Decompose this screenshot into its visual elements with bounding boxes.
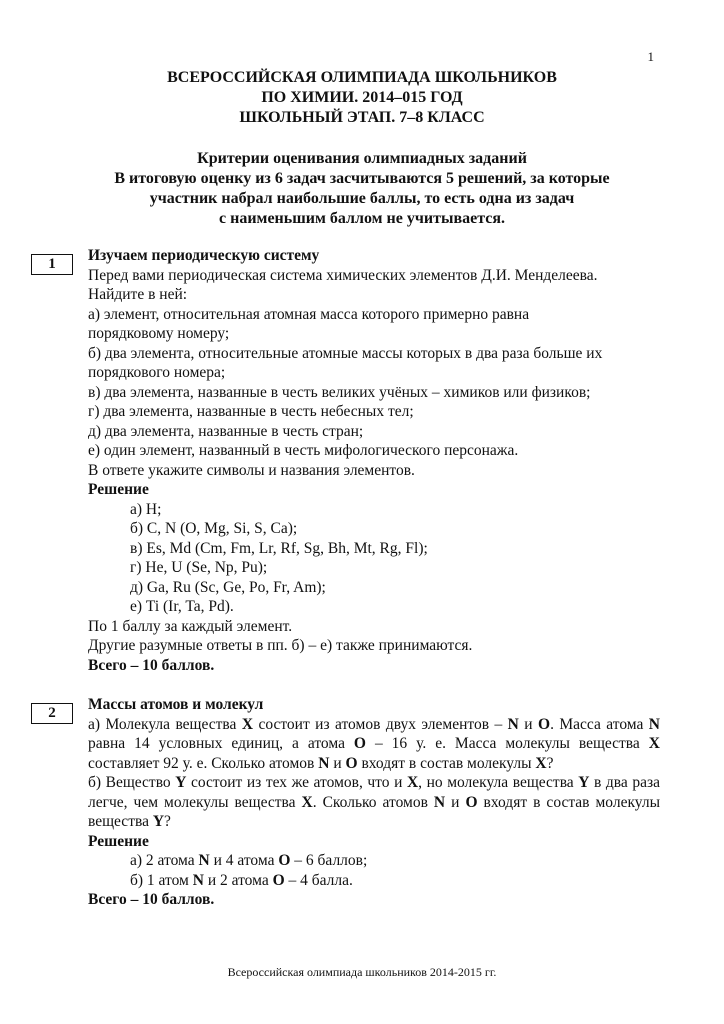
page-number: 1 <box>647 49 654 64</box>
task-2-total: Всего – 10 баллов. <box>88 891 215 908</box>
task-1-answer: г) He, U (Se, Np, Pu); <box>130 559 268 576</box>
header-line: ВСЕРОССИЙСКАЯ ОЛИМПИАДА ШКОЛЬНИКОВ <box>167 69 557 86</box>
task-1-note: Другие разумные ответы в пп. б) – е) также принимаются. <box>88 637 473 654</box>
task-1-line: Найдите в ней: <box>88 286 188 303</box>
task-2-answer-b: б) 1 атом N и 2 атома O – 4 балла. <box>130 871 353 889</box>
header-line: ПО ХИМИИ. 2014–015 ГОД <box>261 89 463 106</box>
document-header <box>0 68 724 128</box>
task-1-answer: б) C, N (O, Mg, Si, S, Ca); <box>130 520 298 537</box>
task-1-line: б) два элемента, относительные атомные массы которых в два раза больше их <box>88 344 603 362</box>
task-1-line: порядкового номера; <box>88 364 226 381</box>
criteria-line: участник набрал наибольшие баллы, то есть одна из задач <box>149 190 575 207</box>
criteria-line: с наименьшим баллом не учитывается. <box>219 210 505 227</box>
criteria-line: В итоговую оценку из 6 задач засчитываются 5 решений, за которые <box>114 170 610 187</box>
task-2-part-b: б) Вещество Y состоит из тех же атомов, что и X, но молекула вещества Y в два раза легче, чем молекулы вещества X. Сколько атомов N и O входят в состав молекулы вещества Y? <box>88 774 661 830</box>
task-2-part-a: а) Молекула вещества X состоит из атомов двух элементов – N и O. Масса атома N равна 14 условных единиц, а атома O – 16 у. е. Масса молекулы вещества X составляет 92 у. е. Сколько атомов N и O входят в состав молекулы X? <box>88 715 660 772</box>
task-2-answer-a: а) 2 атома N и 4 атома O – 6 баллов; <box>130 852 368 869</box>
task-1-line: Перед вами периодическая система химических элементов Д.И. Менделеева. <box>88 266 598 284</box>
task-1-answer: е) Ti (Ir, Ta, Pd). <box>130 598 234 615</box>
task-1-line: В ответе укажите символы и названия элементов. <box>88 461 415 479</box>
header-line: ШКОЛЬНЫЙ ЭТАП. 7–8 КЛАСС <box>239 109 485 126</box>
task-1-line: г) два элемента, названные в честь небесных тел; <box>88 403 414 420</box>
page-footer: Всероссийская олимпиада школьников 2014-2015 гг. <box>227 965 497 979</box>
task-2-solution-label: Решение <box>88 832 149 850</box>
task-1-line: в) два элемента, названные в честь великих учёных – химиков или физиков; <box>88 383 591 401</box>
task-1-line: д) два элемента, названные в честь стран; <box>88 422 364 440</box>
task-1-total: Всего – 10 баллов. <box>88 656 215 674</box>
task-1-solution-label: Решение <box>88 481 149 498</box>
task-1-title: Изучаем периодическую систему <box>88 247 320 264</box>
task-1 <box>88 246 660 675</box>
task-1-line: е) один элемент, названный в честь мифологического персонажа. <box>88 442 519 459</box>
task-1-answer: а) H; <box>130 500 162 518</box>
task-2-title: Массы атомов и молекул <box>88 696 264 713</box>
task-1-answer: в) Es, Md (Cm, Fm, Lr, Rf, Sg, Bh, Mt, Rg, Fl); <box>130 539 428 557</box>
task-1-line: а) элемент, относительная атомная масса которого примерно равна <box>88 305 530 323</box>
task-1-line: порядковому номеру; <box>88 325 230 342</box>
task-2 <box>88 695 660 910</box>
criteria-block <box>0 149 724 229</box>
task-1-answer: д) Ga, Ru (Sc, Ge, Po, Fr, Am); <box>130 578 326 596</box>
task-1-note: По 1 баллу за каждый элемент. <box>88 617 293 635</box>
task-2-number-box: 2 <box>31 703 73 724</box>
task-1-number-box: 1 <box>31 254 73 275</box>
criteria-line: Критерии оценивания олимпиадных заданий <box>197 150 527 167</box>
